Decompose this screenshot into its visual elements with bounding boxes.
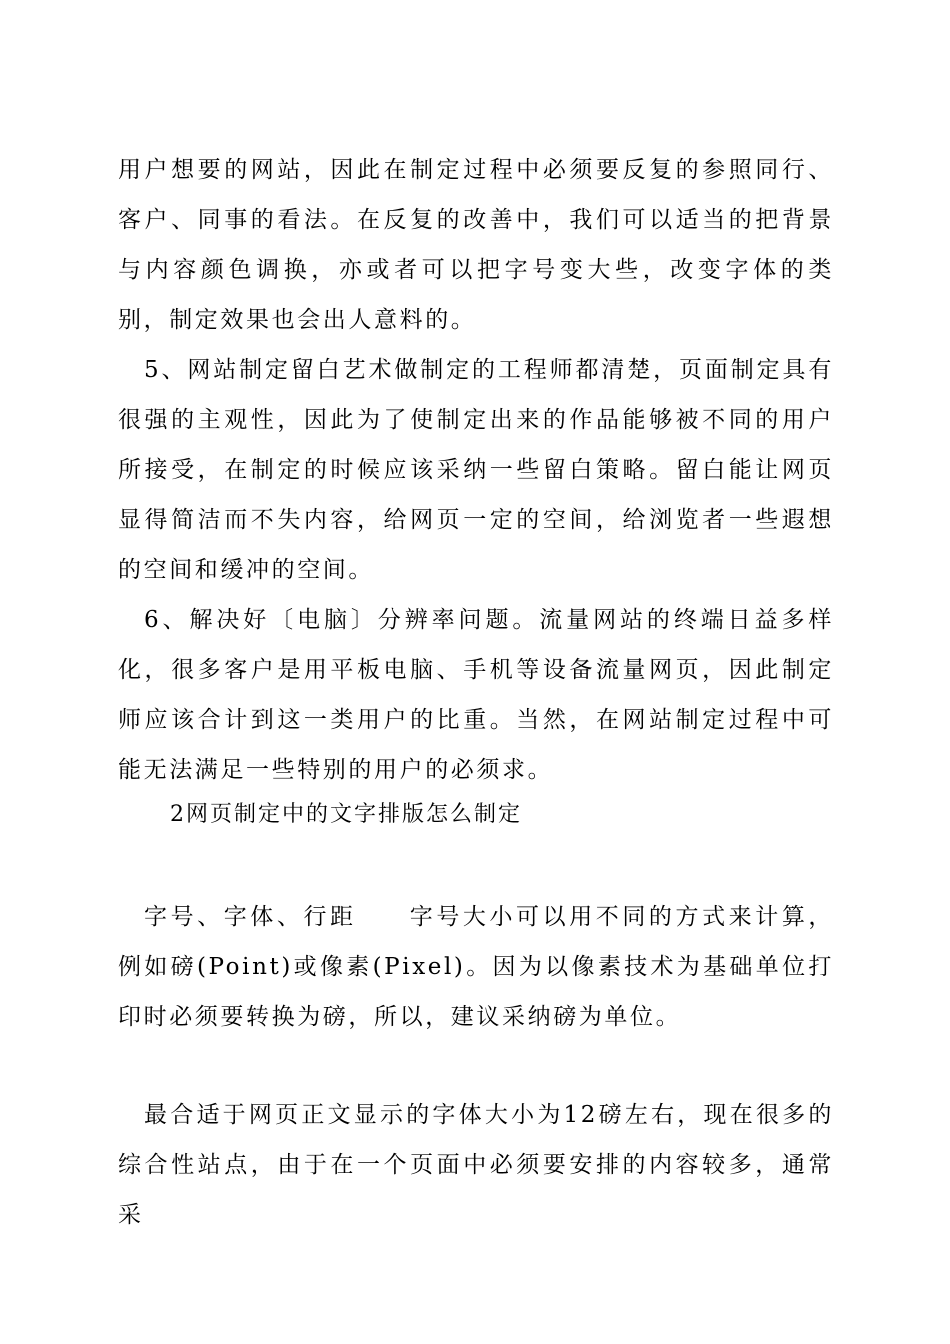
- paragraph-point-5: 5、网站制定留白艺术做制定的工程师都清楚，页面制定具有很强的主观性，因此为了使制定出来的作品能够被不同的用户所接受，在制定的时候应该采纳一些留白策略。留白能让网页显得简洁而不失内容，给网页一定的空间，给浏览者一些遐想的空间和缓冲的空间。: [118, 357, 834, 583]
- paragraph-font-size: 字号、字体、行距 字号大小可以用不同的方式来计算，例如磅(Point)或像素(Pixel)。因为以像素技术为基础单位打印时必须要转换为磅，所以，建议采纳磅为单位。: [118, 904, 834, 1030]
- paragraph-recommended-size: 最合适于网页正文显示的字体大小为12磅左右，现在很多的综合性站点，由于在一个页面中必须要安排的内容较多，通常采: [118, 1102, 834, 1228]
- paragraph-point-6: 6、解决好〔电脑〕分辨率问题。流量网站的终端日益多样化，很多客户是用平板电脑、手机等设备流量网页，因此制定师应该合计到这一类用户的比重。当然，在网站制定过程中可能无法满足一些特别的用户的必须求。: [118, 607, 834, 783]
- paragraph-continuation: 用户想要的网站，因此在制定过程中必须要反复的参照同行、客户、同事的看法。在反复的改善中，我们可以适当的把背景与内容颜色调换，亦或者可以把字号变大些，改变字体的类别，制定效果也会出人意料的。: [118, 157, 834, 333]
- section-heading: 2网页制定中的文字排版怎么制定: [170, 802, 522, 827]
